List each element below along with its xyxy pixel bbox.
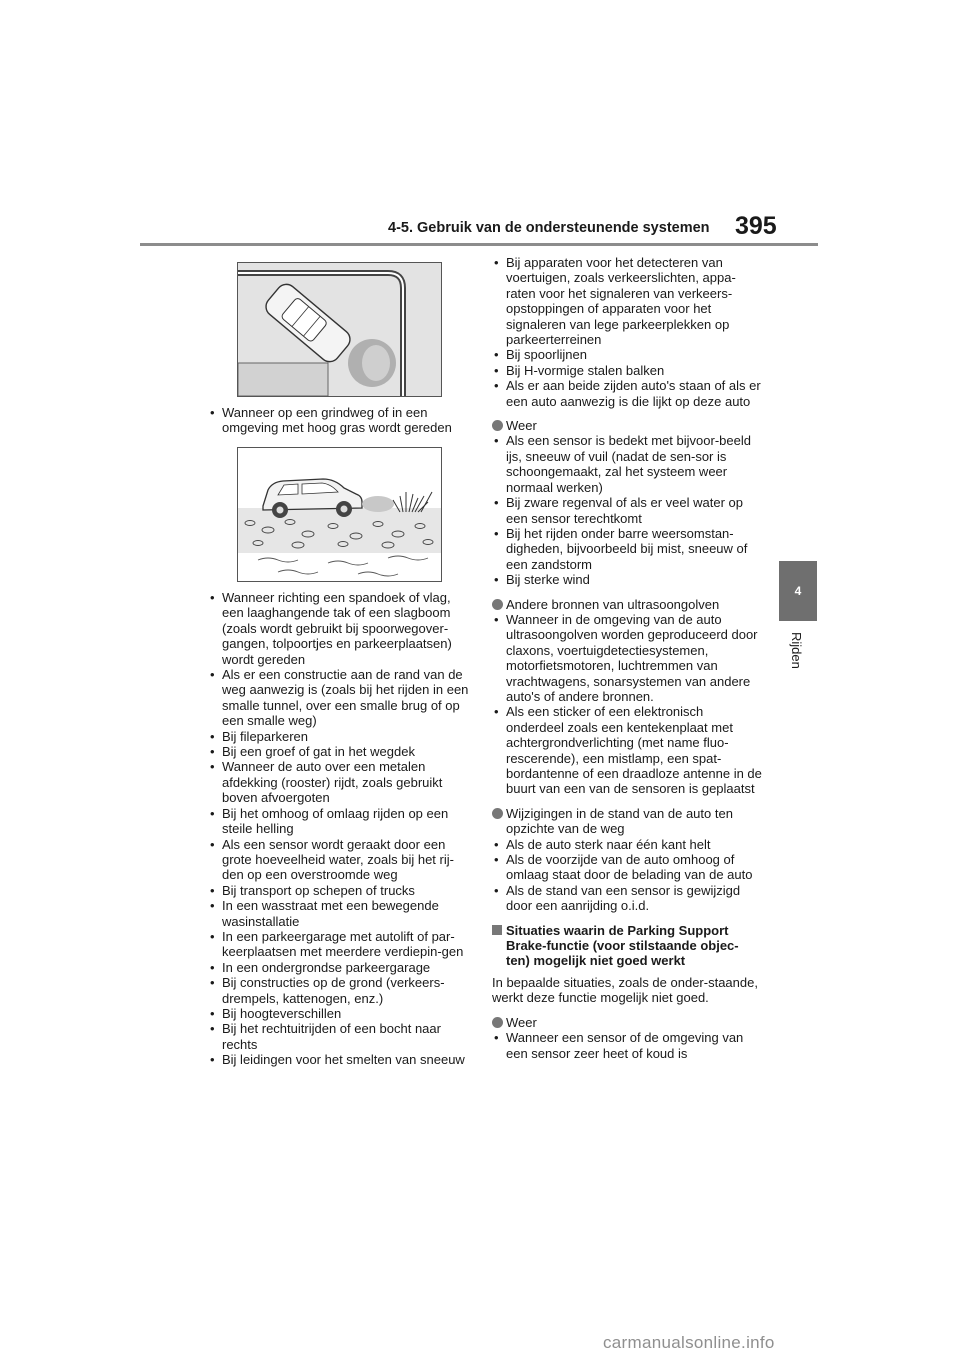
weather-heading: Weer (492, 418, 762, 433)
section-paragraph: In bepaalde situaties, zoals de onder-staande, werkt deze functie mogelijk niet goed. (492, 974, 758, 1006)
list-item: • In een wasstraat met een bewegende wasinstallatie (208, 898, 470, 929)
list-item: • Als de auto sterk naar één kant helt (492, 837, 762, 852)
gravel-grass-illustration (237, 447, 442, 582)
list-item: • Bij transport op schepen of trucks (208, 883, 470, 898)
list-item: • Als een sticker of een elektronisch onderdeel zoals een kentekenplaat met achtergrondverlichting (met name fluo-rescerende), een mistlamp, een spat-bordantenne of een draadloze antenne in de buurt van een van de sensoren is geplaatst (492, 704, 762, 796)
list-item: • In een parkeergarage met autolift of par-keerplaatsen met meerdere verdiepin-gen (208, 929, 470, 960)
corner-parking-drawing (238, 263, 441, 396)
list-item: • Wanneer richting een spandoek of vlag, een laaghangende tak of een slagboom (zoals wordt gebruikt bij spoorwegover-gangen, tolpoortjes en parkeerplaatsen) wordt gereden (208, 590, 470, 667)
list-item: • Bij spoorlijnen (492, 347, 762, 362)
list-item: • Bij constructies op de grond (verkeers-drempels, kattenogen, enz.) (208, 975, 470, 1006)
list-item: • Als een sensor wordt geraakt door een grote hoeveelheid water, zoals bij het rij-den op een overstroomde weg (208, 837, 470, 883)
ultrasonic-heading: Andere bronnen van ultrasoongolven (492, 597, 762, 612)
weather-heading-2: Weer (492, 1015, 762, 1030)
list-item: • Bij hoogteverschillen (208, 1006, 470, 1021)
list-item: • Bij apparaten voor het detecteren van voertuigen, zoals verkeerslichten, appa-raten voor het signaleren van verkeers-opstoppingen of apparaten voor het signaleren van lege parkeerplekken op parkeerterreinen (492, 255, 762, 347)
list-item: • Bij leidingen voor het smelten van sneeuw (208, 1052, 470, 1067)
list-item: • Bij het rechtuitrijden of een bocht naar rechts (208, 1021, 470, 1052)
list-item: • Wanneer een sensor of de omgeving van een sensor zeer heet of koud is (492, 1030, 762, 1061)
header-rule (140, 243, 818, 246)
right-column (492, 255, 762, 1061)
vehicle-stance-heading: Wijzigingen in de stand van de auto ten opzichte van de weg (492, 806, 762, 837)
section-title: 4-5. Gebruik van de ondersteunende systemen (388, 220, 710, 236)
page-number: 395 (735, 212, 777, 240)
circle-bullet-icon (492, 808, 503, 819)
gravel-grass-drawing (238, 448, 441, 581)
list-item: • Bij het omhoog of omlaag rijden op een steile helling (208, 806, 470, 837)
circle-bullet-icon (492, 599, 503, 610)
left-column (208, 405, 470, 436)
list-item: • Als er aan beide zijden auto's staan of als er een auto aanwezig is die lijkt op deze auto (492, 378, 762, 409)
list-item: • Als de stand van een sensor is gewijzigd door een aanrijding o.i.d. (492, 883, 762, 914)
list-item: • Als er een constructie aan de rand van de weg aanwezig is (zoals bij het rijden in een smalle tunnel, over een smalle brug of op een smalle weg) (208, 667, 470, 729)
list-item: • Wanneer in de omgeving van de auto ultrasoongolven worden geproduceerd door claxons, voertuigdetectiesystemen, motorfietsmotoren, luchtremmen van vrachtwagens, sonarsystemen van andere auto's of andere bronnen. (492, 612, 762, 704)
list-item: • Als de voorzijde van de auto omhoog of omlaag staat door de belading van de auto (492, 852, 762, 883)
list-item: • Bij H-vormige stalen balken (492, 363, 762, 378)
list-item: • Bij sterke wind (492, 572, 762, 587)
left-column-list (208, 590, 470, 1068)
section-heading: Situaties waarin de Parking Support Brake-functie (voor stilstaande objec-ten) mogelijk niet goed werkt (492, 923, 762, 969)
list-item: • Als een sensor is bedekt met bijvoor-beeld ijs, sneeuw of vuil (nadat de sen-sor is schoongemaakt, zal het systeem weer normaal werken) (492, 433, 762, 495)
footer-watermark: carmanualsonline.info (603, 1333, 775, 1352)
corner-parking-illustration (237, 262, 442, 397)
circle-bullet-icon (492, 1017, 503, 1028)
list-item: • In een ondergrondse parkeergarage (208, 960, 470, 975)
list-item: • Bij een groef of gat in het wegdek (208, 744, 470, 759)
list-item: • Bij zware regenval of als er veel water op een sensor terechtkomt (492, 495, 762, 526)
list-item: • Bij het rijden onder barre weersomstan-digheden, bijvoorbeeld bij mist, sneeuw of een zandstorm (492, 526, 762, 572)
square-bullet-icon (492, 925, 502, 935)
list-item: • Wanneer de auto over een metalen afdekking (rooster) rijdt, zoals gebruikt boven afvoergoten (208, 759, 470, 805)
list-item: • Bij fileparkeren (208, 729, 470, 744)
chapter-label: Rijden (789, 632, 804, 669)
circle-bullet-icon (492, 420, 503, 431)
list-item: • Wanneer op een grindweg of in een omgeving met hoog gras wordt gereden (208, 405, 470, 436)
chapter-tab: 4 (779, 561, 817, 621)
